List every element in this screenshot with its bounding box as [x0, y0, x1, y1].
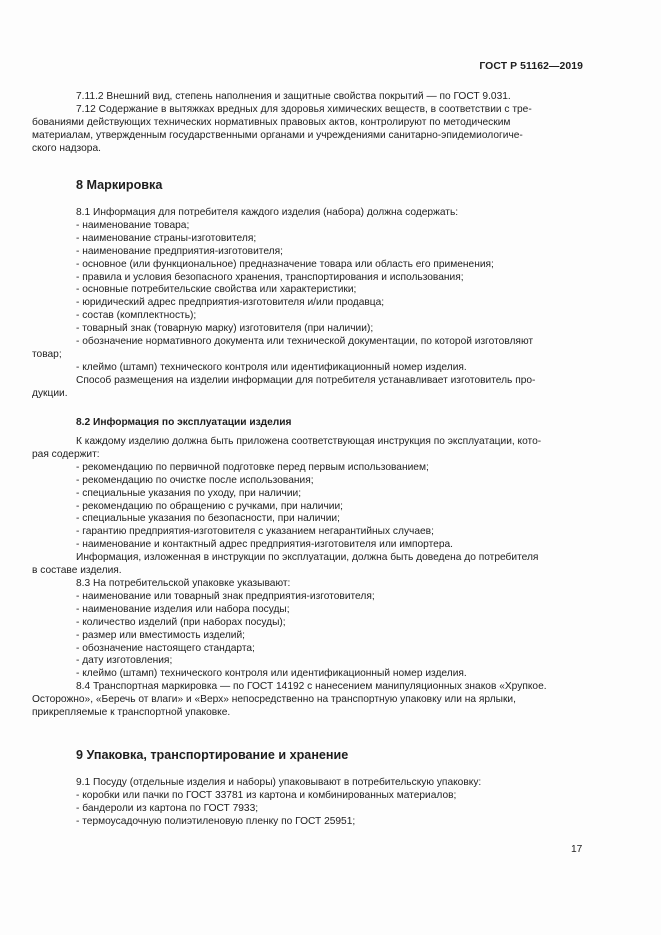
- list-item: - обозначение нормативного документа или технической документации, по которой изготовляют: [76, 336, 534, 348]
- standard-header: ГОСТ Р 51162—2019: [479, 61, 583, 72]
- subsection-8-2-heading: 8.2 Информация по эксплуатации изделия: [76, 417, 292, 428]
- paragraph-8-4-continued: прикрепляемые к транспортной упаковке.: [32, 707, 231, 719]
- section-9-heading: 9 Упаковка, транспортирование и хранение: [76, 748, 349, 762]
- paragraph-9-1: 9.1 Посуду (отдельные изделия и наборы) упаковывают в потребительскую упаковку:: [76, 777, 482, 788]
- list-item-continued: товар;: [32, 348, 62, 360]
- list-item: - обозначение настоящего стандарта;: [76, 642, 255, 654]
- paragraph-7-12-line-2: бованиями действующих технических нормативных правовых актов, контролируют по методическим: [32, 116, 511, 128]
- list-item: - состав (комплектность);: [76, 310, 197, 322]
- list-item: - наименование изделия или набора посуды;: [76, 603, 290, 615]
- paragraph-8-1: 8.1 Информация для потребителя каждого изделия (набора) должна содержать:: [76, 207, 459, 218]
- list-item: - основные потребительские свойства или характеристики;: [76, 284, 357, 296]
- list-item: - размер или вместимость изделий;: [76, 629, 245, 641]
- list-item: - гарантию предприятия-изготовителя с указанием негарантийных случаев;: [76, 526, 434, 538]
- paragraph-7-11-2: 7.11.2 Внешний вид, степень наполнения и защитные свойства покрытий — по ГОСТ 9.031.: [76, 91, 511, 102]
- page-number: 17: [571, 844, 583, 855]
- paragraph-placement: Способ размещения на изделии информации для потребителя устанавливает изготовитель про-: [76, 374, 536, 386]
- paragraph-8-2-continued: рая содержит:: [32, 448, 100, 460]
- list-item: - специальные указания по уходу, при наличии;: [76, 487, 302, 499]
- list-item: - юридический адрес предприятия-изготовителя и/или продавца;: [76, 297, 385, 309]
- list-item: - клеймо (штамп) технического контроля или идентификационный номер изделия.: [76, 361, 467, 373]
- list-item: - бандероли из картона по ГОСТ 7933;: [76, 802, 259, 814]
- list-item: - коробки или пачки по ГОСТ 33781 из картона и комбинированных материалов;: [76, 789, 457, 801]
- list-item: - основное (или функциональное) предназначение товара или область его применения;: [76, 258, 494, 270]
- paragraph-placement-continued: дукции.: [32, 387, 68, 399]
- list-item: - наименование или товарный знак предприятия-изготовителя;: [76, 590, 375, 602]
- paragraph-manual-info-continued: в составе изделия.: [32, 565, 122, 577]
- list-item: - рекомендацию по первичной подготовке перед первым использованием;: [76, 461, 429, 473]
- list-item: - рекомендацию по очистке после использования;: [76, 474, 314, 486]
- paragraph-manual-info: Информация, изложенная в инструкции по эксплуатации, должна быть доведена до потребителя: [76, 552, 539, 564]
- paragraph-8-2: К каждому изделию должна быть приложена соответствующая инструкция по эксплуатации, кото-: [76, 436, 542, 447]
- paragraph-8-3: 8.3 На потребительской упаковке указывают:: [76, 577, 291, 589]
- list-item: - правила и условия безопасного хранения, транспортирования и использования;: [76, 271, 464, 283]
- paragraph-8-4: 8.4 Транспортная маркировка — по ГОСТ 14192 с нанесением манипуляционных знаков «Хрупкое.: [76, 681, 547, 693]
- list-item: - наименование предприятия-изготовителя;: [76, 245, 283, 257]
- list-item: - товарный знак (товарную марку) изготовителя (при наличии);: [76, 323, 374, 335]
- list-item: - количество изделий (при наборах посуды);: [76, 616, 286, 628]
- paragraph-7-12-line-4: ского надзора.: [32, 142, 101, 154]
- list-item: - рекомендацию по обращению с ручками, при наличии;: [76, 500, 343, 512]
- list-item: - специальные указания по безопасности, при наличии;: [76, 513, 340, 525]
- paragraph-8-4-continued: Осторожно», «Беречь от влаги» и «Верх» непосредственно на транспортную упаковку или на ярлыки,: [32, 694, 516, 706]
- list-item: - дату изготовления;: [76, 655, 173, 667]
- paragraph-7-12-line-3: материалам, утвержденным государственными органами и учреждениями санитарно-эпидемиологиче-: [32, 129, 523, 141]
- paragraph-7-12-line-1: 7.12 Содержание в вытяжках вредных для здоровья химических веществ, в соответствии с тре-: [76, 104, 532, 115]
- list-item: - клеймо (штамп) технического контроля или идентификационный номер изделия.: [76, 668, 467, 680]
- list-item: - наименование товара;: [76, 219, 190, 231]
- list-item: - термоусадочную полиэтиленовую пленку по ГОСТ 25951;: [76, 815, 356, 827]
- section-8-heading: 8 Маркировка: [76, 178, 163, 192]
- list-item: - наименование страны-изготовителя;: [76, 232, 257, 244]
- list-item: - наименование и контактный адрес предприятия-изготовителя или импортера.: [76, 539, 453, 551]
